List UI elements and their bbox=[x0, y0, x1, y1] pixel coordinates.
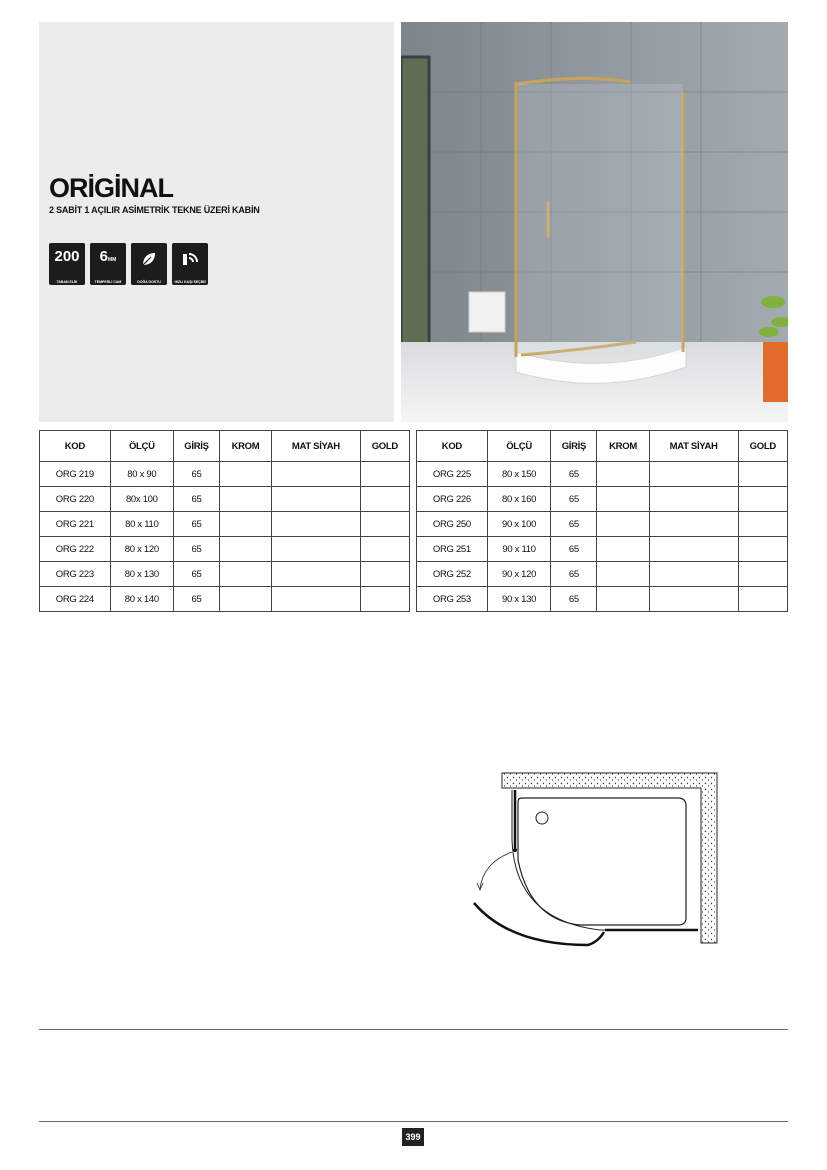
col-krom: KROM bbox=[219, 431, 271, 462]
col-giris: GİRİŞ bbox=[551, 431, 597, 462]
badge-200-value: 200 bbox=[54, 248, 80, 265]
cell-olcu: 80 x 160 bbox=[487, 487, 551, 512]
cell-gold bbox=[360, 462, 409, 487]
cell-krom bbox=[219, 537, 271, 562]
cell-mat-siyah bbox=[649, 487, 738, 512]
col-kod: KOD bbox=[417, 431, 488, 462]
cell-giris: 65 bbox=[551, 462, 597, 487]
cell-mat-siyah bbox=[272, 537, 361, 562]
cell-olcu: 80 x 130 bbox=[110, 562, 173, 587]
cell-giris: 65 bbox=[551, 587, 597, 612]
cell-gold bbox=[738, 587, 787, 612]
badge-200-caption: TABAN ELİK bbox=[56, 280, 78, 284]
col-krom: KROM bbox=[597, 431, 649, 462]
badge-eco-caption: DOĞA DOSTU bbox=[137, 280, 161, 284]
feature-badges bbox=[49, 243, 208, 285]
product-title: ORİGİNAL bbox=[49, 173, 173, 203]
cell-krom bbox=[597, 462, 649, 487]
cell-mat-siyah bbox=[272, 562, 361, 587]
cell-krom bbox=[219, 462, 271, 487]
table-row bbox=[417, 512, 788, 537]
badge-glass-unit: MM bbox=[108, 257, 117, 263]
hero-panel bbox=[39, 22, 394, 422]
cell-olcu: 80x 100 bbox=[110, 487, 173, 512]
table-row bbox=[417, 487, 788, 512]
cell-mat-siyah bbox=[272, 462, 361, 487]
badge-quick-caption: HIZLI KAŞI SEÇİMİ bbox=[174, 280, 206, 284]
cell-giris: 65 bbox=[174, 462, 220, 487]
badge-glass bbox=[90, 243, 126, 285]
cell-olcu: 90 x 100 bbox=[487, 512, 551, 537]
cabin-plan-diagram bbox=[470, 770, 722, 950]
cell-mat-siyah bbox=[649, 562, 738, 587]
cell-krom bbox=[597, 587, 649, 612]
cell-kod: ORG 225 bbox=[417, 462, 488, 487]
cell-giris: 65 bbox=[174, 562, 220, 587]
table-row bbox=[40, 462, 410, 487]
cell-gold bbox=[360, 512, 409, 537]
table-row bbox=[417, 537, 788, 562]
table-row bbox=[417, 462, 788, 487]
cell-kod: ORG 253 bbox=[417, 587, 488, 612]
col-kod: KOD bbox=[40, 431, 111, 462]
cell-mat-siyah bbox=[649, 587, 738, 612]
cell-krom bbox=[219, 562, 271, 587]
badge-eco bbox=[131, 243, 167, 285]
product-photo bbox=[401, 22, 788, 422]
cell-kod: ORG 251 bbox=[417, 537, 488, 562]
cell-kod: ORG 220 bbox=[40, 487, 111, 512]
cell-olcu: 80 x 110 bbox=[110, 512, 173, 537]
signal-icon bbox=[180, 249, 200, 269]
cell-mat-siyah bbox=[649, 537, 738, 562]
badge-glass-value: 6 bbox=[99, 248, 108, 265]
cell-giris: 65 bbox=[174, 537, 220, 562]
cell-olcu: 80 x 140 bbox=[110, 587, 173, 612]
product-subtitle: 2 SABİT 1 AÇILIR ASİMETRİK TEKNE ÜZERİ KABİN bbox=[49, 205, 260, 215]
cell-olcu: 80 x 120 bbox=[110, 537, 173, 562]
cell-giris: 65 bbox=[551, 512, 597, 537]
product-table-right bbox=[416, 430, 788, 612]
cell-olcu: 90 x 110 bbox=[487, 537, 551, 562]
table-row bbox=[40, 537, 410, 562]
cell-krom bbox=[597, 537, 649, 562]
cell-gold bbox=[360, 537, 409, 562]
cell-krom bbox=[597, 562, 649, 587]
cell-gold bbox=[360, 587, 409, 612]
cell-gold bbox=[738, 537, 787, 562]
cell-giris: 65 bbox=[174, 587, 220, 612]
cell-krom bbox=[219, 487, 271, 512]
cell-mat-siyah bbox=[272, 487, 361, 512]
cell-kod: ORG 224 bbox=[40, 587, 111, 612]
table-header-row bbox=[40, 431, 410, 462]
cell-kod: ORG 250 bbox=[417, 512, 488, 537]
badge-glass-caption: TEMPERLİ CAM bbox=[94, 280, 122, 284]
footer-divider bbox=[39, 1121, 788, 1122]
col-olcu: ÖLÇÜ bbox=[487, 431, 551, 462]
cell-kod: ORG 252 bbox=[417, 562, 488, 587]
table-row bbox=[417, 562, 788, 587]
col-mat-siyah: MAT SİYAH bbox=[272, 431, 361, 462]
divider-line bbox=[39, 1029, 788, 1030]
cell-giris: 65 bbox=[551, 562, 597, 587]
page-number: 399 bbox=[402, 1128, 424, 1146]
cell-gold bbox=[738, 562, 787, 587]
cell-giris: 65 bbox=[174, 487, 220, 512]
cell-giris: 65 bbox=[551, 537, 597, 562]
cell-gold bbox=[360, 487, 409, 512]
cell-gold bbox=[738, 462, 787, 487]
cell-mat-siyah bbox=[272, 512, 361, 537]
leaf-icon bbox=[139, 249, 159, 269]
cell-olcu: 80 x 90 bbox=[110, 462, 173, 487]
table-row bbox=[40, 512, 410, 537]
table-row bbox=[40, 587, 410, 612]
cell-kod: ORG 221 bbox=[40, 512, 111, 537]
cell-kod: ORG 219 bbox=[40, 462, 111, 487]
cell-gold bbox=[738, 512, 787, 537]
cell-kod: ORG 223 bbox=[40, 562, 111, 587]
cell-krom bbox=[219, 587, 271, 612]
cell-kod: ORG 226 bbox=[417, 487, 488, 512]
col-gold: GOLD bbox=[360, 431, 409, 462]
table-header-row bbox=[417, 431, 788, 462]
cell-olcu: 80 x 150 bbox=[487, 462, 551, 487]
cell-krom bbox=[219, 512, 271, 537]
cell-giris: 65 bbox=[174, 512, 220, 537]
cell-mat-siyah bbox=[272, 587, 361, 612]
cell-kod: ORG 222 bbox=[40, 537, 111, 562]
cell-gold bbox=[738, 487, 787, 512]
product-table-left bbox=[39, 430, 410, 612]
table-row bbox=[417, 587, 788, 612]
col-olcu: ÖLÇÜ bbox=[110, 431, 173, 462]
cell-mat-siyah bbox=[649, 512, 738, 537]
cell-gold bbox=[360, 562, 409, 587]
cell-krom bbox=[597, 487, 649, 512]
col-giris: GİRİŞ bbox=[174, 431, 220, 462]
table-row bbox=[40, 487, 410, 512]
cell-krom bbox=[597, 512, 649, 537]
col-mat-siyah: MAT SİYAH bbox=[649, 431, 738, 462]
badge-200 bbox=[49, 243, 85, 285]
cell-olcu: 90 x 130 bbox=[487, 587, 551, 612]
badge-quick bbox=[172, 243, 208, 285]
cell-olcu: 90 x 120 bbox=[487, 562, 551, 587]
col-gold: GOLD bbox=[738, 431, 787, 462]
cell-mat-siyah bbox=[649, 462, 738, 487]
cell-giris: 65 bbox=[551, 487, 597, 512]
table-row bbox=[40, 562, 410, 587]
